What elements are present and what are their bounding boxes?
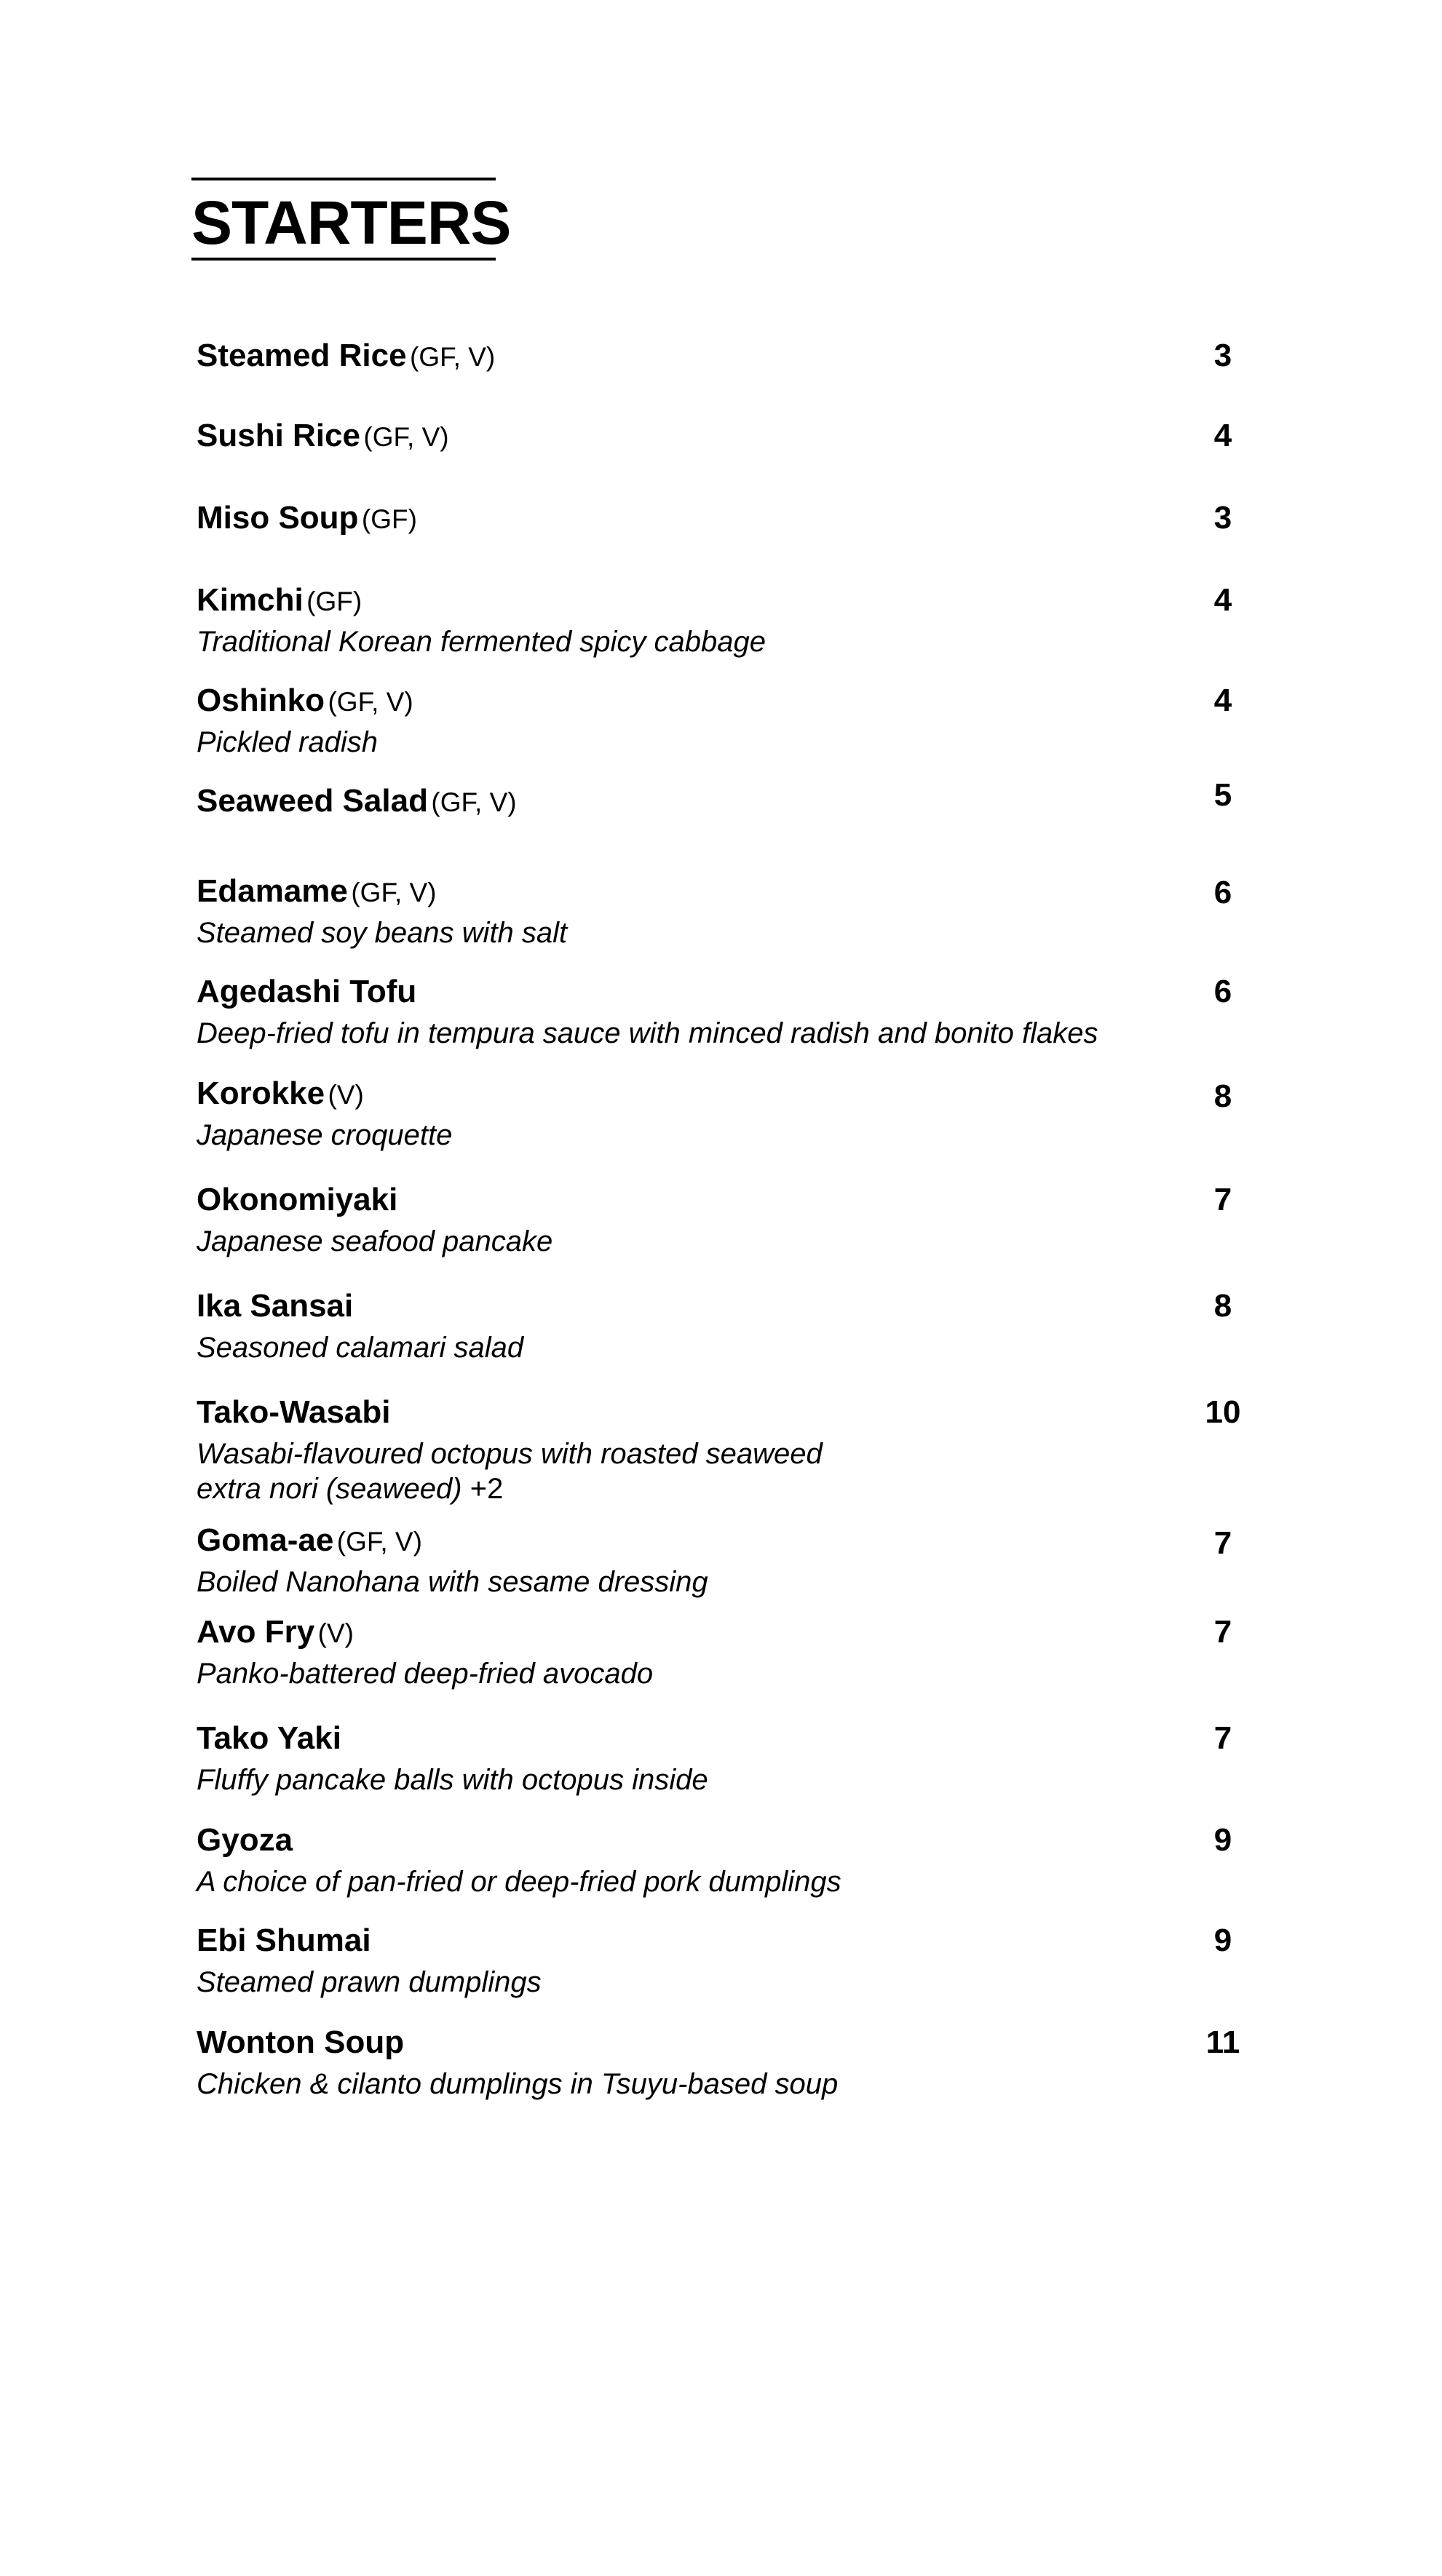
menu-item-name: Seaweed Salad <box>197 783 428 819</box>
menu-item-price: 3 <box>1213 500 1232 536</box>
menu-item-description: Traditional Korean fermented spicy cabbage <box>197 626 766 658</box>
menu-item-name: Oshinko <box>197 683 325 718</box>
menu-item-dietary-tags: (V) <box>317 1618 354 1648</box>
menu-item-name: Steamed Rice <box>197 338 407 373</box>
section-heading-text: STARTERS <box>191 188 511 257</box>
menu-item-extra-label: extra nori (seaweed) <box>197 1473 462 1505</box>
menu-item-description: Pickled radish <box>197 726 379 758</box>
menu-item-description: Boiled Nanohana with sesame dressing <box>197 1566 708 1598</box>
menu-item-name: Sushi Rice <box>197 418 360 453</box>
menu-item-description: Seasoned calamari salad <box>197 1332 524 1364</box>
menu-item-price: 7 <box>1213 1614 1232 1650</box>
menu-item-name: Wonton Soup <box>197 2024 405 2060</box>
menu-item-price: 7 <box>1213 1182 1232 1217</box>
menu-item-dietary-tags: (GF, V) <box>328 687 413 717</box>
menu-item-name: Korokke <box>197 1076 325 1111</box>
menu-item-title-line <box>197 1822 1267 1866</box>
menu-item-description: Steamed soy beans with salt <box>197 917 568 949</box>
menu-item <box>197 418 1267 461</box>
menu-item <box>197 1822 1267 1898</box>
menu-item-dietary-tags: (V) <box>328 1080 364 1110</box>
menu-item-dietary-tags: (GF, V) <box>431 787 517 817</box>
menu-item-description: Steamed prawn dumplings <box>197 1966 542 1998</box>
menu-item-title-line <box>197 783 1267 827</box>
menu-item <box>197 1288 1267 1364</box>
menu-item-dietary-tags: (GF) <box>361 504 417 534</box>
menu-item-title-line <box>197 974 1267 1017</box>
menu-item-name: Edamame <box>197 873 348 909</box>
menu-item <box>197 1394 1267 1508</box>
menu-item-title-line <box>197 418 1267 461</box>
menu-item-title-line <box>197 500 1267 544</box>
menu-item-price: 8 <box>1213 1288 1232 1324</box>
menu-item-title-line <box>197 1288 1267 1332</box>
menu-item-dietary-tags: (GF, V) <box>363 422 449 452</box>
menu-item-description: Chicken & cilanto dumplings in Tsuyu-based soup <box>197 2068 839 2100</box>
menu-item-name: Ika Sansai <box>197 1288 354 1324</box>
menu-item-title-line <box>197 683 1267 726</box>
menu-item <box>197 683 1267 758</box>
menu-item-name: Kimchi <box>197 582 304 618</box>
menu-item-title-line <box>197 1394 1267 1438</box>
menu-item-price: 3 <box>1213 338 1232 373</box>
menu-item <box>197 1182 1267 1257</box>
menu-item-name: Avo Fry <box>197 1614 315 1650</box>
menu-item-description: Wasabi-flavoured octopus with roasted seaweed <box>197 1438 823 1470</box>
menu-item <box>197 1076 1267 1151</box>
menu-item-name: Gyoza <box>197 1822 293 1858</box>
menu-item <box>197 2024 1267 2100</box>
menu-item-dietary-tags: (GF, V) <box>336 1527 422 1557</box>
menu-item-extra-option <box>197 1470 1267 1508</box>
menu-item-description: Deep-fried tofu in tempura sauce with minced radish and bonito flakes <box>197 1017 1098 1049</box>
menu-item-name: Ebi Shumai <box>197 1923 371 1958</box>
menu-item-name: Tako-Wasabi <box>197 1394 391 1430</box>
menu-item <box>197 582 1267 658</box>
menu-item-price: 9 <box>1213 1923 1232 1958</box>
menu-item-price: 6 <box>1213 974 1232 1009</box>
menu-item-price: 4 <box>1213 418 1232 453</box>
menu-item-title-line <box>197 338 1267 381</box>
menu-item-price: 10 <box>1205 1394 1241 1430</box>
menu-item <box>197 1522 1267 1598</box>
menu-item-title-line <box>197 1182 1267 1225</box>
menu-item-title-line <box>197 1076 1267 1119</box>
menu-item-title-line <box>197 873 1267 917</box>
menu-item-price: 7 <box>1213 1525 1232 1561</box>
menu-item-dietary-tags: (GF, V) <box>410 342 496 372</box>
menu-item-dietary-tags: (GF) <box>306 587 363 616</box>
menu-item-name: Agedashi Tofu <box>197 974 417 1009</box>
menu-item-extra-price: +2 <box>470 1473 504 1505</box>
menu-item-dietary-tags: (GF, V) <box>351 878 437 907</box>
menu-item <box>197 873 1267 949</box>
menu-item-name: Goma-ae <box>197 1522 334 1558</box>
menu-item-title-line <box>197 1614 1267 1658</box>
menu-item-price: 5 <box>1213 777 1232 813</box>
menu-item-title-line <box>197 1522 1267 1566</box>
menu-item-name: Miso Soup <box>197 500 359 536</box>
menu-item-description: Fluffy pancake balls with octopus inside <box>197 1764 708 1796</box>
menu-item-price: 8 <box>1213 1078 1232 1114</box>
menu-item-price: 7 <box>1213 1720 1232 1756</box>
menu-item-price: 11 <box>1205 2024 1240 2060</box>
menu-item <box>197 1720 1267 1796</box>
menu-item-price: 4 <box>1213 683 1232 718</box>
menu-item-description: Panko-battered deep-fried avocado <box>197 1658 654 1690</box>
section-heading <box>191 178 511 261</box>
menu-item-price: 6 <box>1213 875 1232 910</box>
menu-item-title-line <box>197 1720 1267 1764</box>
menu-item-name: Tako Yaki <box>197 1720 341 1756</box>
menu-item-title-line <box>197 1923 1267 1966</box>
menu-item <box>197 1614 1267 1690</box>
menu-item-price: 4 <box>1213 582 1232 618</box>
menu-item <box>197 1923 1267 1998</box>
menu-item <box>197 974 1267 1049</box>
menu-item <box>197 500 1267 544</box>
menu-item <box>197 338 1267 381</box>
menu-item-description: Japanese croquette <box>197 1119 453 1151</box>
menu-item-description: A choice of pan-fried or deep-fried pork dumplings <box>197 1866 841 1898</box>
menu-item-description: Japanese seafood pancake <box>197 1225 553 1257</box>
menu-item-price: 9 <box>1213 1822 1232 1858</box>
menu-item-name: Okonomiyaki <box>197 1182 398 1217</box>
menu-item <box>197 777 1267 827</box>
menu-item-title-line <box>197 582 1267 626</box>
menu-item-title-line <box>197 2024 1267 2068</box>
